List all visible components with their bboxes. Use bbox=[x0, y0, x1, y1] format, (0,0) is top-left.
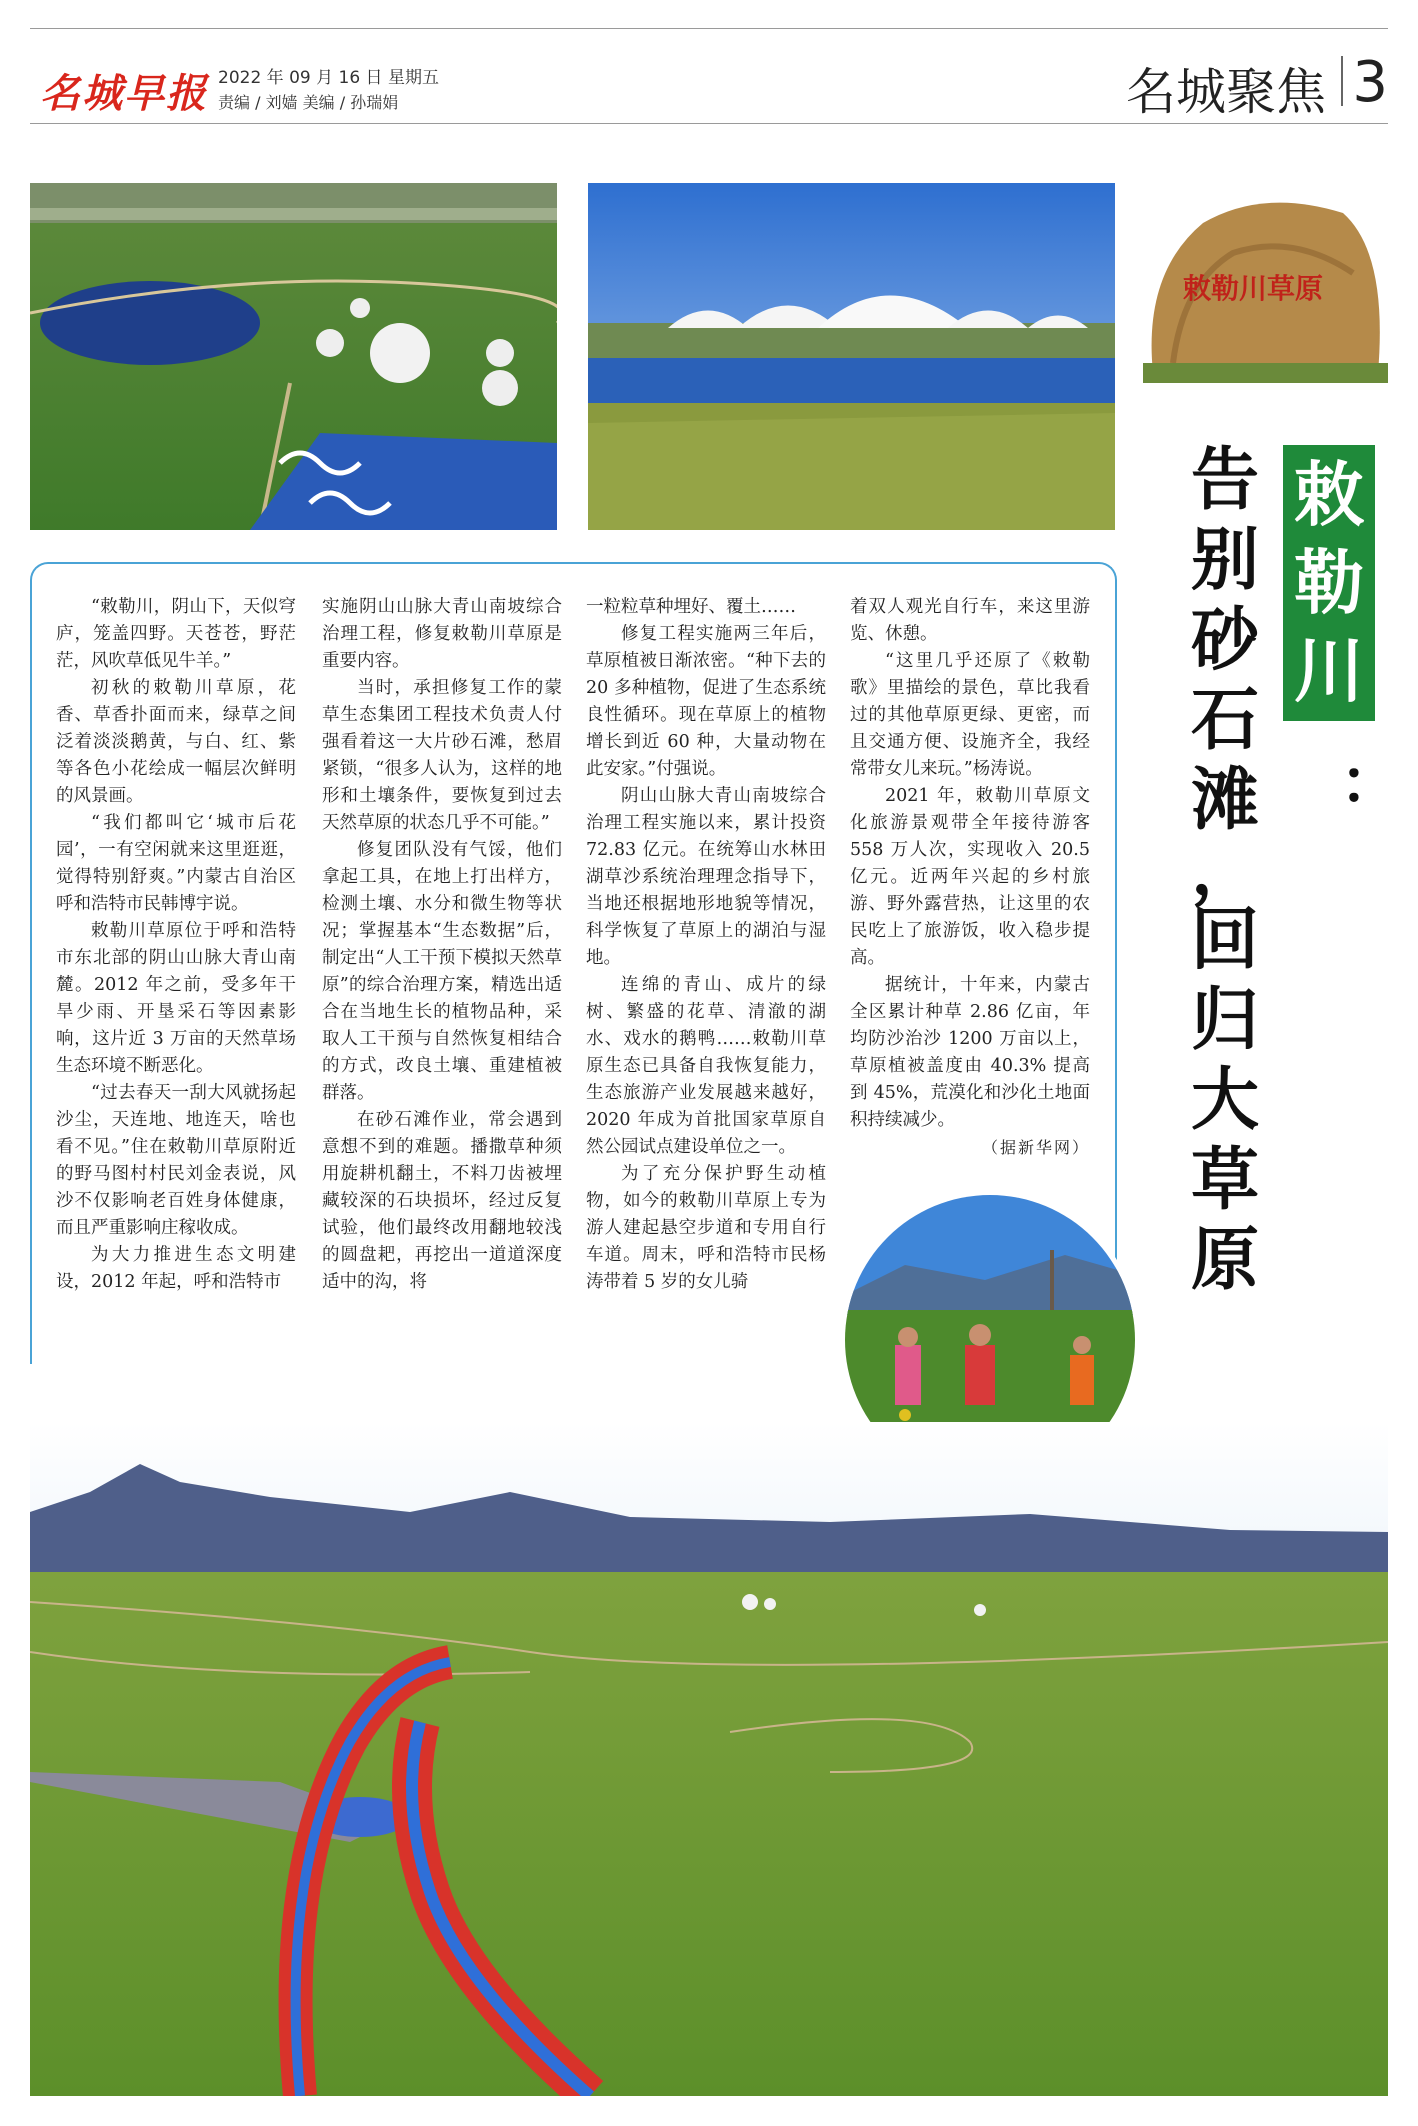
article-paragraph: 当时，承担修复工作的蒙草生态集团工程技术负责人付强看着这一大片砂石滩，愁眉紧锁，“很多人认为，这样的地形和土壤条件，要恢复到过去天然草原的状态几乎不可能。” bbox=[322, 678, 562, 833]
article-paragraph: 阴山山脉大青山南坡综合治理工程实施以来，累计投资 72.83 亿元。在统筹山水林田湖草沙系统治理理念指导下，当地还根据地形地貌等情况，科学恢复了草原上的湖泊与湿地。 bbox=[586, 786, 826, 968]
rock-inscription: 敕勒川草原 bbox=[1183, 272, 1324, 305]
headline-char: 砂 bbox=[1190, 600, 1259, 680]
headline-char: 滩 bbox=[1190, 760, 1259, 840]
article-paragraph: 初秋的敕勒川草原，花香、草香扑面而来，绿草之间泛着淡淡鹅黄，与白、红、紫等各色小花绘成一幅层次鲜明的风景画。 bbox=[56, 678, 296, 806]
headline-char: ， bbox=[1190, 830, 1259, 910]
masthead-logo: 名城早报 bbox=[40, 70, 208, 117]
photo-yurts-lakeside bbox=[588, 183, 1115, 530]
article-paragraph: 据统计，十年来，内蒙古全区累计种草 2.86 亿亩，年均防沙治沙 1200 万亩以上，草原植被盖度由 40.3% 提高到 45%，荒漠化和沙化土地面积持续减少。 bbox=[850, 975, 1090, 1130]
headline-char: 别 bbox=[1190, 520, 1259, 600]
article-paragraph: 一粒粒草种埋好、覆土…… bbox=[586, 597, 796, 617]
headline-char: 草 bbox=[1190, 1140, 1259, 1220]
article-paragraph: 实施阴山山脉大青山南坡综合治理工程，修复敕勒川草原是重要内容。 bbox=[322, 597, 562, 671]
article-column-2 bbox=[322, 594, 562, 1296]
headline-char: 石 bbox=[1190, 680, 1259, 760]
section-name: 名城聚焦 bbox=[1126, 63, 1326, 121]
article-paragraph: “这里几乎还原了《敕勒歌》里描绘的景色，草比我看过的其他草原更绿、更密，而且交通方便、设施齐全，我经常带女儿来玩。”杨涛说。 bbox=[850, 651, 1090, 779]
article-column-3 bbox=[586, 594, 826, 1296]
article-paragraph: “我们都叫它‘城市后花园’，一有空闲就来这里逛逛，觉得特别舒爽。”内蒙古自治区呼和浩特市民韩博宇说。 bbox=[56, 813, 296, 914]
headline-main bbox=[1180, 440, 1270, 1300]
headline-char: 大 bbox=[1190, 1060, 1259, 1140]
article-paragraph: 敕勒川草原位于呼和浩特市东北部的阴山山脉大青山南麓。2012 年之前，受多年干旱少雨、开垦采石等因素影响，这片近 3 万亩的天然草场生态环境不断恶化。 bbox=[56, 921, 296, 1076]
headline-char: 告 bbox=[1190, 440, 1259, 520]
issue-date: 2022 年 09 月 16 日 星期五 bbox=[218, 68, 439, 88]
article-paragraph: 修复团队没有气馁，他们拿起工具，在地上打出样方，检测土壤、水分和微生物等状况；掌握基本“生态数据”后，制定出“人工干预下模拟天然草原”的综合治理方案，精选出适合在当地生长的植物品种，采取人工干预与自然恢复相结合的方式，改良土壤、重建植被群落。 bbox=[322, 840, 562, 1103]
page-number: 3 bbox=[1352, 50, 1388, 115]
article-paragraph: 着双人观光自行车，来这里游览、休憩。 bbox=[850, 597, 1090, 644]
header-bottom-rule bbox=[30, 123, 1388, 124]
article-paragraph: “过去春天一刮大风就扬起沙尘，天连地、地连天，啥也看不见。”住在敕勒川草原附近的野马图村村民刘金表说，风沙不仅影响老百姓身体健康，而且严重影响庄稼收成。 bbox=[56, 1083, 296, 1238]
section-divider bbox=[1341, 56, 1343, 106]
article-paragraph: 为大力推进生态文明建设，2012 年起，呼和浩特市 bbox=[56, 1245, 296, 1292]
headline-char: 原 bbox=[1190, 1220, 1259, 1300]
headline-place bbox=[1283, 445, 1375, 721]
article-column-1 bbox=[56, 594, 296, 1296]
headline-char: 归 bbox=[1190, 980, 1259, 1060]
photo-inscribed-rock bbox=[1143, 183, 1388, 383]
photo-aerial-yurt-camp bbox=[30, 183, 557, 530]
headline-place-char: 敕 bbox=[1294, 454, 1364, 536]
article-paragraph: 修复工程实施两三年后，草原植被日渐浓密。“种下去的 20 多种植物，促进了生态系统良性循环。现在草原上的植物增长到近 60 种，大量动物在此安家。”付强说。 bbox=[586, 624, 826, 779]
article-column-4 bbox=[850, 594, 1090, 1161]
article-source: （据新华网） bbox=[981, 1138, 1090, 1157]
headline-colon: ： bbox=[1340, 748, 1400, 818]
article-paragraph: “敕勒川，阴山下，天似穹庐，笼盖四野。天苍苍，野茫茫，风吹草低见牛羊。” bbox=[56, 597, 296, 671]
header-top-rule bbox=[30, 28, 1388, 29]
article-paragraph: 连绵的青山、成片的绿树、繁盛的花草、清澈的湖水、戏水的鹅鸭……敕勒川草原生态已具备自我恢复能力，生态旅游产业发展越来越好，2020 年成为首批国家草原自然公园试点建设单位之一。 bbox=[586, 975, 826, 1157]
article-paragraph: 为了充分保护野生动植物，如今的敕勒川草原上专为游人建起悬空步道和专用自行车道。周末，呼和浩特市民杨涛带着 5 岁的女儿骑 bbox=[586, 1164, 826, 1292]
article-paragraph: 2021 年，敕勒川草原文化旅游景观带全年接待游客 558 万人次，实现收入 20.5 亿元。近两年兴起的乡村旅游、野外露营热，让这里的农民吃上了旅游饭，收入稳步提高。 bbox=[850, 786, 1090, 968]
headline-place-char: 勒 bbox=[1294, 542, 1364, 624]
headline-place-char: 川 bbox=[1294, 630, 1364, 712]
article-paragraph: 在砂石滩作业，常会遇到意想不到的难题。播撒草种须用旋耕机翻土，不料刀齿被埋藏较深的石块损坏，经过反复试验，他们最终改用翻地较浅的圆盘耙，再挖出一道道深度适中的沟，将 bbox=[322, 1110, 562, 1292]
editor-credits: 责编 / 刘嫱 美编 / 孙瑞娟 bbox=[218, 93, 399, 112]
photo-grassland-panorama bbox=[30, 1422, 1388, 2096]
headline-char: 回 bbox=[1190, 900, 1259, 980]
